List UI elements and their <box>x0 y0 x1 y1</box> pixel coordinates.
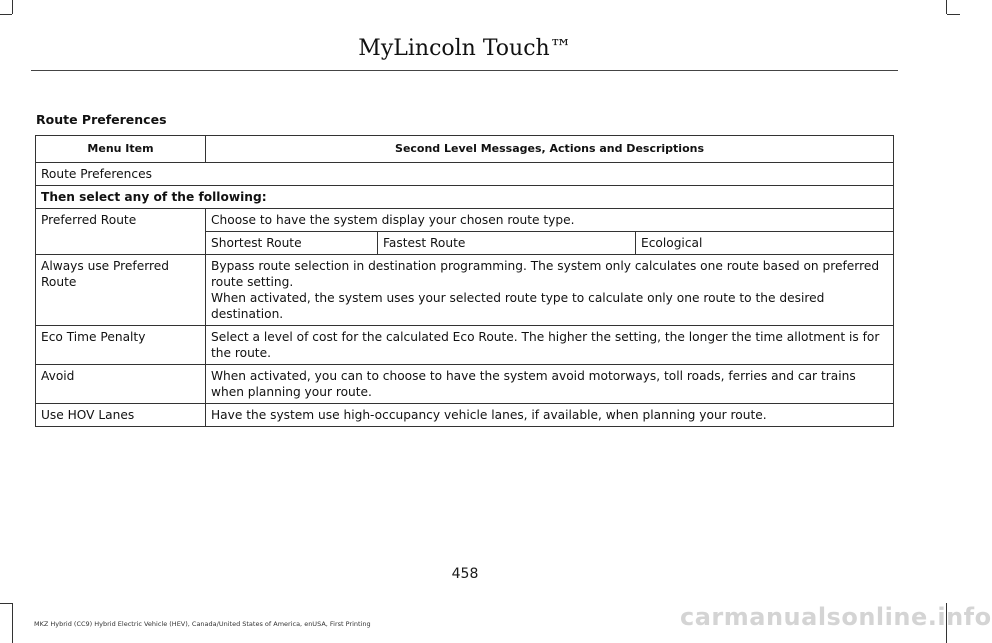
description-use-hov-lanes: Have the system use high-occupancy vehicle lanes, if available, when planning your route. <box>206 404 894 427</box>
table-row <box>36 186 894 209</box>
menu-item-use-hov-lanes: Use HOV Lanes <box>36 404 206 427</box>
description-text: When activated, the system uses your selected route type to calculate only one route to the desired destination. <box>211 291 825 321</box>
table-row <box>36 255 894 326</box>
section-heading: Route Preferences <box>36 112 167 127</box>
crop-mark-top-right-v <box>946 0 947 14</box>
menu-item-preferred-route: Preferred Route <box>36 209 206 255</box>
description-text: Bypass route selection in destination programming. The system only calculates one route based on preferred route setting. <box>211 259 880 289</box>
page-header-title: MyLincoln Touch™ <box>358 36 572 61</box>
page-number: 458 <box>451 566 479 582</box>
table-row <box>36 404 894 427</box>
column-header-descriptions: Second Level Messages, Actions and Descriptions <box>206 136 894 163</box>
header-divider <box>31 70 898 71</box>
row-then-select: Then select any of the following: <box>36 186 894 209</box>
crop-mark-top-left-h <box>0 14 12 15</box>
description-always-use-preferred-route <box>206 255 894 326</box>
table-row <box>36 209 894 232</box>
route-preferences-table <box>35 135 894 427</box>
row-route-preferences: Route Preferences <box>36 163 894 186</box>
menu-item-always-use-preferred-route: Always use Preferred Route <box>36 255 206 326</box>
watermark-logo: carmanualsonline.info <box>680 603 992 631</box>
menu-item-avoid: Avoid <box>36 365 206 404</box>
crop-mark-bottom-left-h <box>0 603 12 604</box>
description-avoid: When activated, you can to choose to have the system avoid motorways, toll roads, ferries and car trains when planning your route. <box>206 365 894 404</box>
description-preferred-route: Choose to have the system display your chosen route type. <box>206 209 894 232</box>
footer-text: MKZ Hybrid (CC9) Hybrid Electric Vehicle (HEV), Canada/United States of America, enUSA, First Printing <box>34 620 371 628</box>
table-row <box>36 365 894 404</box>
table-row <box>36 163 894 186</box>
crop-mark-top-left-v <box>12 0 13 14</box>
column-header-menu-item: Menu Item <box>36 136 206 163</box>
option-fastest-route: Fastest Route <box>378 232 636 255</box>
crop-mark-top-right-h <box>947 14 960 15</box>
crop-mark-bottom-left-v <box>12 603 13 643</box>
description-eco-time-penalty: Select a level of cost for the calculated Eco Route. The higher the setting, the longer the time allotment is for the route. <box>206 326 894 365</box>
table-header-row <box>36 136 894 163</box>
option-shortest-route: Shortest Route <box>206 232 378 255</box>
table-row <box>36 326 894 365</box>
option-ecological: Ecological <box>636 232 894 255</box>
menu-item-eco-time-penalty: Eco Time Penalty <box>36 326 206 365</box>
